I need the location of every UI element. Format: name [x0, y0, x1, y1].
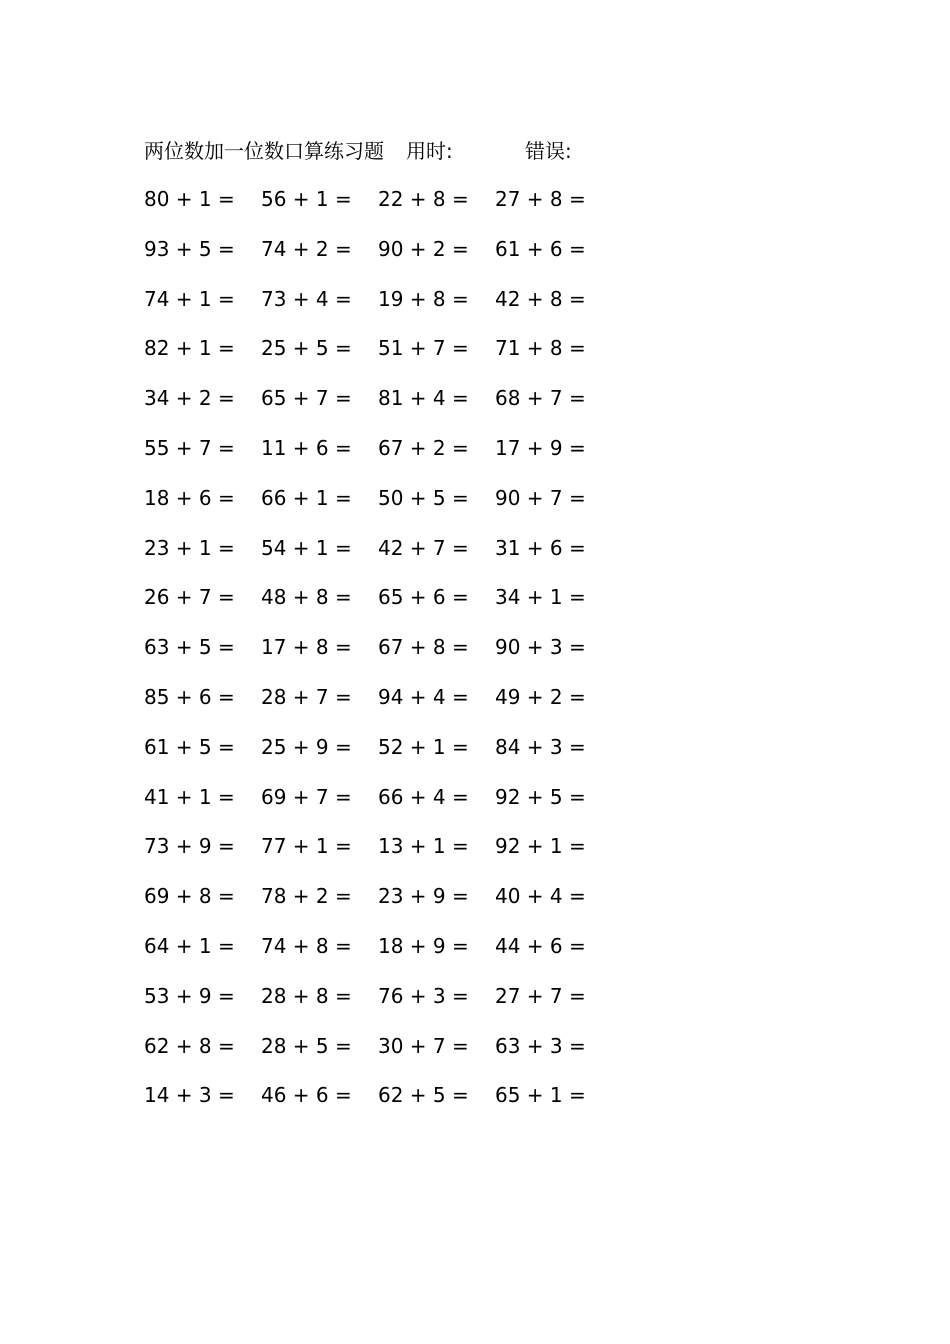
- problem-item: 31 + 6 =: [495, 535, 586, 560]
- problem-item: 74 + 2 =: [261, 236, 352, 261]
- problem-item: 66 + 1 =: [261, 485, 352, 510]
- problem-item: 81 + 4 =: [378, 386, 469, 411]
- problem-row: [144, 333, 614, 383]
- problem-item: 77 + 1 =: [261, 834, 352, 859]
- problem-row: [144, 732, 614, 782]
- problem-item: 51 + 7 =: [378, 336, 469, 361]
- problem-item: 69 + 8 =: [144, 884, 235, 909]
- problem-item: 46 + 6 =: [261, 1083, 352, 1108]
- problem-row: [144, 881, 614, 931]
- problem-item: 74 + 8 =: [261, 933, 352, 958]
- problem-grid: [144, 184, 614, 1130]
- problem-item: 13 + 1 =: [378, 834, 469, 859]
- problem-item: 19 + 8 =: [378, 286, 469, 311]
- problem-row: [144, 1031, 614, 1081]
- problem-item: 11 + 6 =: [261, 435, 352, 460]
- errors-label: 错误:: [525, 139, 572, 163]
- problem-item: 94 + 4 =: [378, 684, 469, 709]
- problem-row: [144, 782, 614, 832]
- problem-item: 26 + 7 =: [144, 585, 235, 610]
- problem-item: 85 + 6 =: [144, 684, 235, 709]
- problem-item: 73 + 9 =: [144, 834, 235, 859]
- problem-item: 93 + 5 =: [144, 236, 235, 261]
- problem-item: 65 + 7 =: [261, 386, 352, 411]
- problem-row: [144, 234, 614, 284]
- problem-item: 84 + 3 =: [495, 734, 586, 759]
- problem-item: 92 + 1 =: [495, 834, 586, 859]
- problem-row: [144, 981, 614, 1031]
- problem-item: 53 + 9 =: [144, 983, 235, 1008]
- problem-item: 80 + 1 =: [144, 187, 235, 211]
- problem-item: 41 + 1 =: [144, 784, 235, 809]
- problem-item: 62 + 8 =: [144, 1033, 235, 1058]
- problem-row: [144, 632, 614, 682]
- problem-row: [144, 582, 614, 632]
- time-label: 用时:: [406, 139, 453, 163]
- problem-item: 42 + 7 =: [378, 535, 469, 560]
- problem-item: 28 + 5 =: [261, 1033, 352, 1058]
- problem-item: 63 + 3 =: [495, 1033, 586, 1058]
- problem-item: 28 + 8 =: [261, 983, 352, 1008]
- problem-item: 65 + 1 =: [495, 1083, 586, 1108]
- problem-item: 22 + 8 =: [378, 187, 469, 211]
- problem-item: 63 + 5 =: [144, 635, 235, 660]
- problem-item: 50 + 5 =: [378, 485, 469, 510]
- problem-item: 71 + 8 =: [495, 336, 586, 361]
- problem-item: 17 + 9 =: [495, 435, 586, 460]
- problem-item: 76 + 3 =: [378, 983, 469, 1008]
- problem-item: 61 + 5 =: [144, 734, 235, 759]
- problem-item: 69 + 7 =: [261, 784, 352, 809]
- problem-item: 92 + 5 =: [495, 784, 586, 809]
- problem-item: 68 + 7 =: [495, 386, 586, 411]
- problem-row: [144, 483, 614, 533]
- problem-item: 27 + 8 =: [495, 187, 586, 211]
- problem-row: [144, 284, 614, 334]
- problem-item: 28 + 7 =: [261, 684, 352, 709]
- problem-item: 25 + 5 =: [261, 336, 352, 361]
- problem-item: 61 + 6 =: [495, 236, 586, 261]
- problem-item: 65 + 6 =: [378, 585, 469, 610]
- problem-item: 17 + 8 =: [261, 635, 352, 660]
- problem-row: [144, 931, 614, 981]
- problem-row: [144, 433, 614, 483]
- problem-item: 18 + 6 =: [144, 485, 235, 510]
- problem-row: [144, 1080, 614, 1130]
- problem-row: [144, 831, 614, 881]
- worksheet-title: 两位数加一位数口算练习题: [144, 139, 384, 163]
- problem-item: 56 + 1 =: [261, 187, 352, 211]
- problem-item: 30 + 7 =: [378, 1033, 469, 1058]
- problem-item: 34 + 1 =: [495, 585, 586, 610]
- problem-item: 64 + 1 =: [144, 933, 235, 958]
- problem-item: 73 + 4 =: [261, 286, 352, 311]
- problem-item: 90 + 2 =: [378, 236, 469, 261]
- problem-item: 74 + 1 =: [144, 286, 235, 311]
- problem-item: 14 + 3 =: [144, 1083, 235, 1108]
- problem-item: 42 + 8 =: [495, 286, 586, 311]
- problem-item: 67 + 2 =: [378, 435, 469, 460]
- problem-item: 25 + 9 =: [261, 734, 352, 759]
- problem-item: 90 + 7 =: [495, 485, 586, 510]
- problem-item: 34 + 2 =: [144, 386, 235, 411]
- problem-item: 55 + 7 =: [144, 435, 235, 460]
- problem-item: 23 + 9 =: [378, 884, 469, 909]
- problem-row: [144, 533, 614, 583]
- problem-item: 78 + 2 =: [261, 884, 352, 909]
- problem-item: 90 + 3 =: [495, 635, 586, 660]
- problem-item: 40 + 4 =: [495, 884, 586, 909]
- problem-item: 67 + 8 =: [378, 635, 469, 660]
- problem-item: 23 + 1 =: [144, 535, 235, 560]
- problem-row: [144, 383, 614, 433]
- problem-item: 62 + 5 =: [378, 1083, 469, 1108]
- problem-item: 48 + 8 =: [261, 585, 352, 610]
- problem-row: [144, 184, 614, 234]
- problem-item: 27 + 7 =: [495, 983, 586, 1008]
- problem-item: 44 + 6 =: [495, 933, 586, 958]
- problem-item: 49 + 2 =: [495, 684, 586, 709]
- problem-item: 52 + 1 =: [378, 734, 469, 759]
- problem-item: 66 + 4 =: [378, 784, 469, 809]
- problem-item: 82 + 1 =: [144, 336, 235, 361]
- problem-row: [144, 682, 614, 732]
- problem-item: 54 + 1 =: [261, 535, 352, 560]
- problem-item: 18 + 9 =: [378, 933, 469, 958]
